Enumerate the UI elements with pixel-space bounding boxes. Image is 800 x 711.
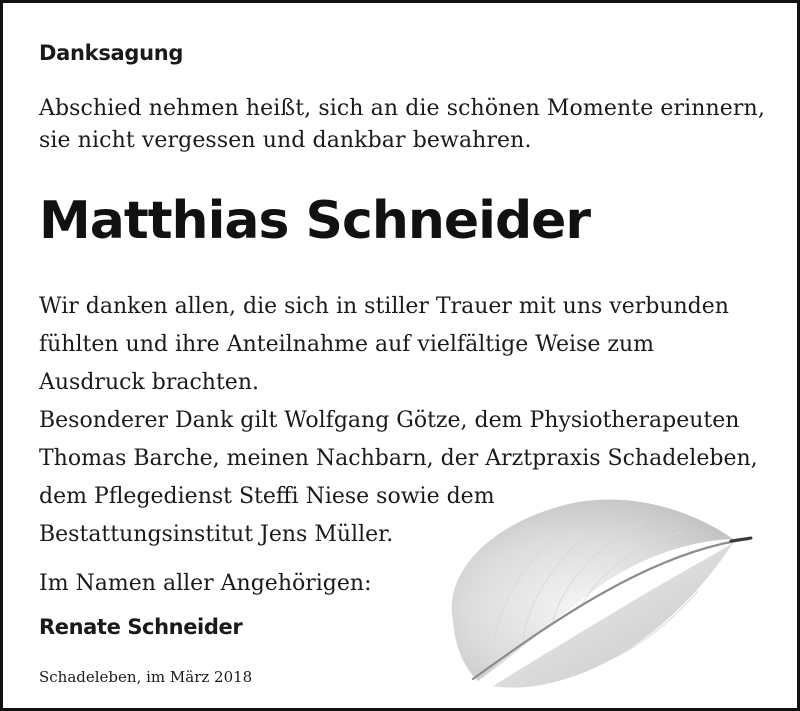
thanks-line: Besonderer Dank gilt Wolfgang Götze, dem Physiotherapeuten	[39, 408, 740, 433]
intro-line: Abschied nehmen heißt, sich an die schönen Momente erinnern,	[39, 96, 765, 121]
signer-name: Renate Schneider	[39, 615, 243, 639]
place-date: Schadeleben, im März 2018	[39, 668, 253, 686]
thanks-line: fühlten und ihre Anteilnahme auf vielfältige Weise zum	[39, 332, 655, 357]
thanks-line: Thomas Barche, meinen Nachbarn, der Arztpraxis Schadeleben,	[39, 446, 758, 471]
thanks-line: Ausdruck brachten.	[39, 370, 259, 395]
intro-quote	[39, 93, 765, 157]
thanks-line: dem Pflegedienst Steffi Niese sowie dem	[39, 484, 495, 509]
deceased-name: Matthias Schneider	[39, 191, 591, 251]
intro-line: sie nicht vergessen und dankbar bewahren.	[39, 128, 532, 153]
notice-heading: Danksagung	[39, 41, 184, 65]
thanks-line: Wir danken allen, die sich in stiller Trauer mit uns verbunden	[39, 294, 729, 319]
thanks-line: Bestattungsinstitut Jens Müller.	[39, 522, 394, 547]
feather-icon	[433, 481, 763, 696]
closing-line: Im Namen aller Angehörigen:	[39, 571, 372, 596]
